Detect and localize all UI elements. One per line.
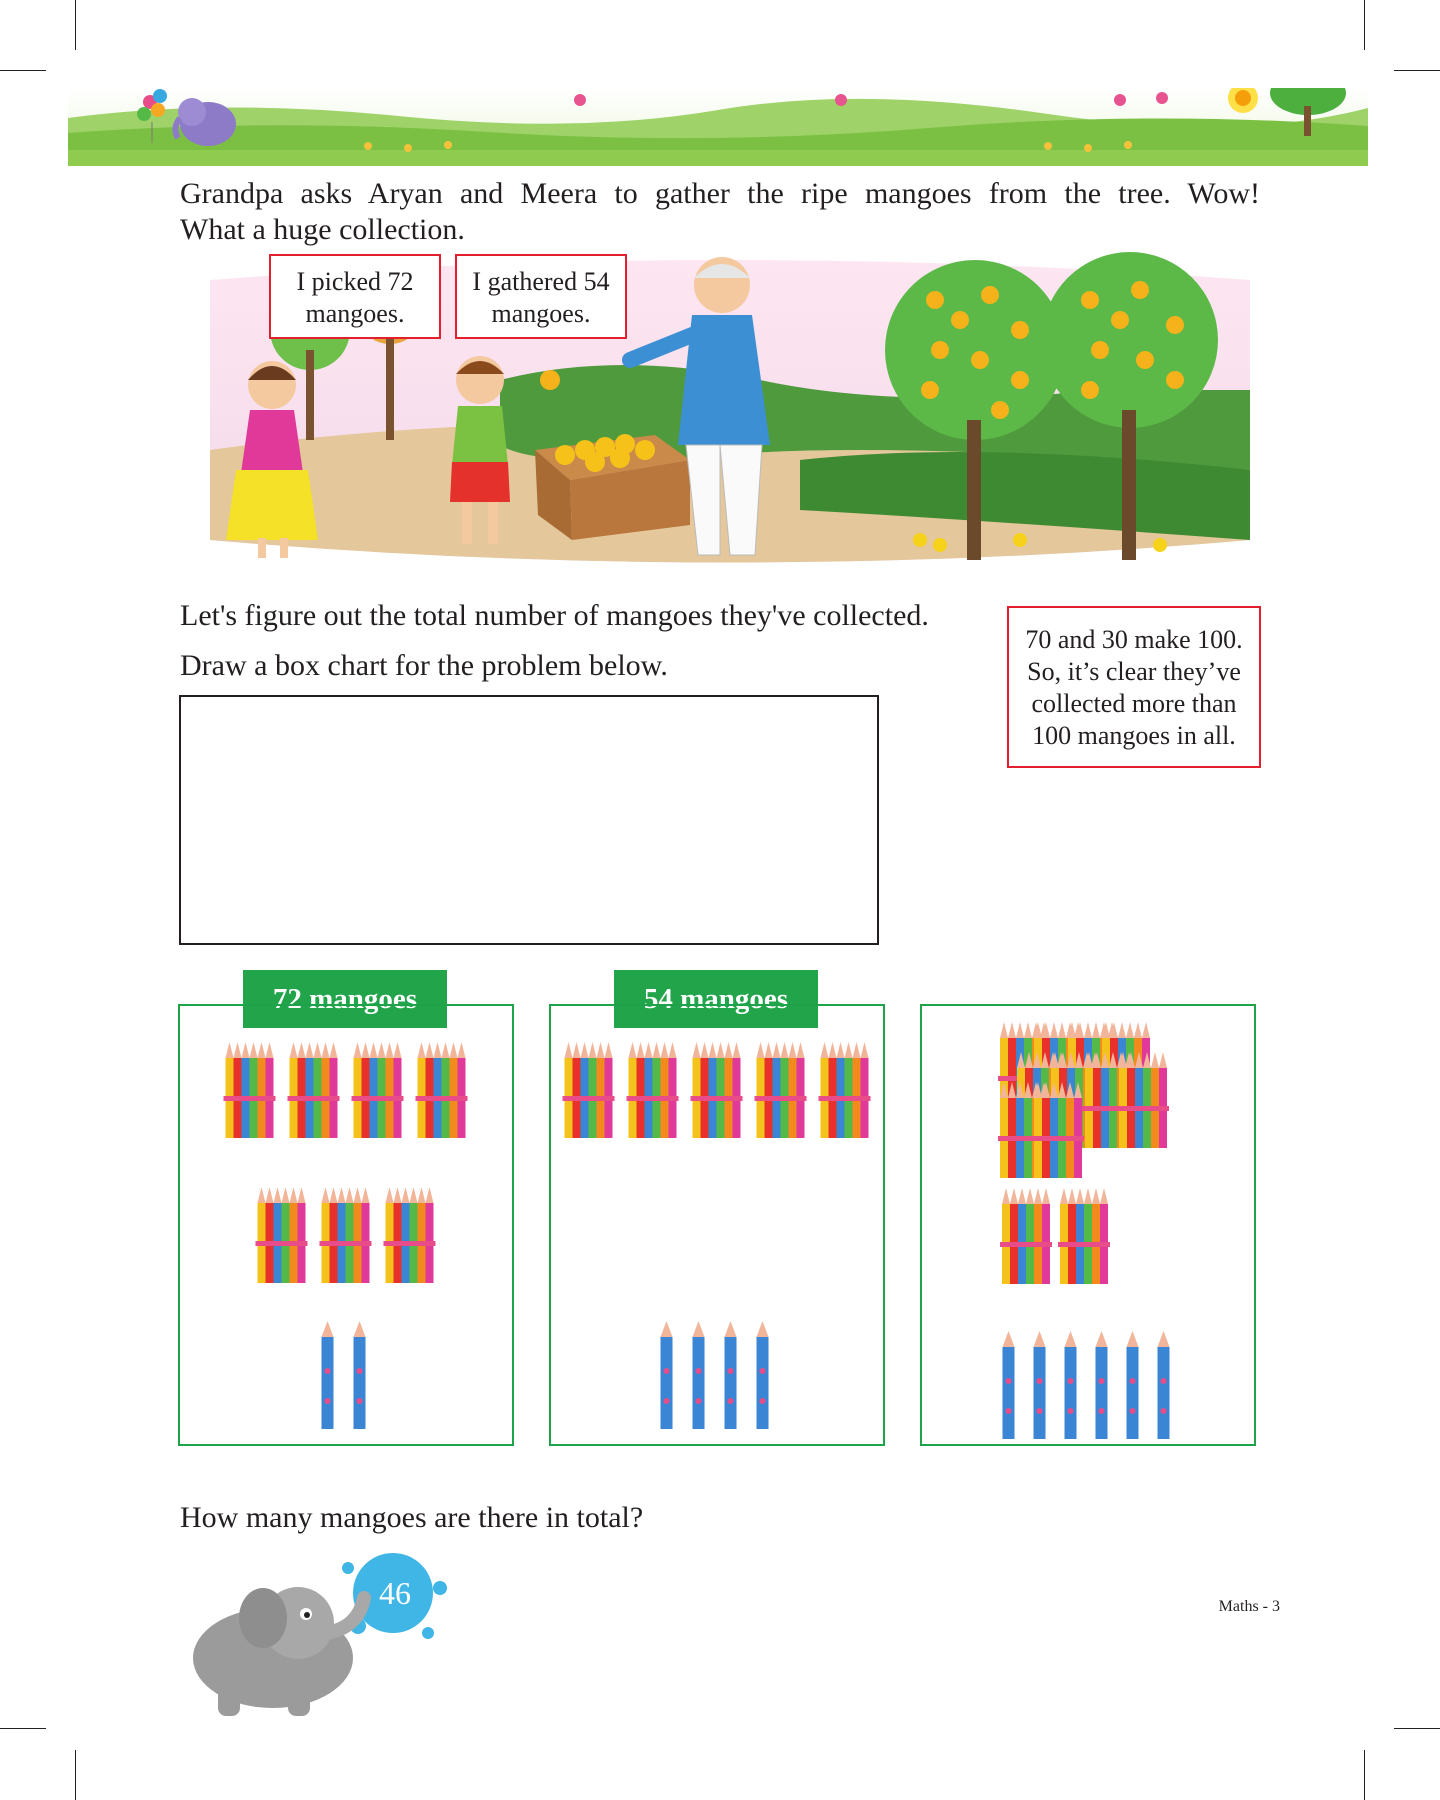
pencil-bundle-ten bbox=[755, 1042, 807, 1138]
pencil-single-one bbox=[661, 1321, 673, 1429]
elephant-icon bbox=[193, 1587, 364, 1716]
crop-mark bbox=[1394, 1728, 1440, 1729]
pencil-panel-total bbox=[920, 1004, 1256, 1446]
pencil-bundle-ten bbox=[1000, 1188, 1052, 1284]
pencil-bundle-ten bbox=[352, 1042, 404, 1138]
intro-paragraph bbox=[180, 176, 1260, 248]
speech-line: I picked 72 bbox=[296, 267, 414, 296]
pencil-single-one bbox=[354, 1321, 366, 1429]
pencil-bundle-ten bbox=[256, 1187, 308, 1283]
pencil-bundle-ten bbox=[691, 1042, 743, 1138]
panel-label: 54 mangoes bbox=[614, 970, 818, 1028]
pencil-bundle-ten bbox=[627, 1042, 679, 1138]
pencil-bundle-ten bbox=[819, 1042, 871, 1138]
crop-mark bbox=[0, 70, 46, 71]
pencil-bundle-ten bbox=[224, 1042, 276, 1138]
crop-mark bbox=[1394, 70, 1440, 71]
header-banner bbox=[68, 88, 1368, 166]
prompt-draw: Draw a box chart for the problem below. bbox=[180, 649, 668, 682]
box-chart-drawing-area[interactable] bbox=[179, 695, 879, 945]
pencil-single-one bbox=[1034, 1331, 1046, 1439]
crop-mark bbox=[0, 1728, 46, 1729]
pencil-single-one bbox=[1003, 1331, 1015, 1439]
book-label: Maths - 3 bbox=[1218, 1598, 1280, 1615]
speech-box-aryan bbox=[455, 254, 627, 339]
pencil-bundle-ten bbox=[320, 1187, 372, 1283]
pencil-single-one bbox=[693, 1321, 705, 1429]
pencil-bundle-ten bbox=[1058, 1188, 1110, 1284]
crop-mark bbox=[1364, 1750, 1365, 1800]
pencil-bundle-ten bbox=[384, 1187, 436, 1283]
intro-line: Grandpa asks Aryan and Meera to gather the ripe mangoes from the tree. Wow! bbox=[180, 177, 1260, 210]
page-number: 46 bbox=[379, 1575, 411, 1611]
speech-line: mangoes. bbox=[491, 299, 591, 328]
pencil-single-one bbox=[725, 1321, 737, 1429]
crop-mark bbox=[75, 1750, 76, 1800]
pencil-bundle-ten bbox=[416, 1042, 468, 1138]
intro-line: What a huge collection. bbox=[180, 213, 465, 246]
mango-box bbox=[535, 434, 690, 540]
pencil-bundle-ten bbox=[288, 1042, 340, 1138]
pencil-single-one bbox=[1096, 1331, 1108, 1439]
pencil-single-one bbox=[1158, 1331, 1170, 1439]
crop-mark bbox=[75, 0, 76, 50]
pencil-single-one bbox=[1127, 1331, 1139, 1439]
hint-line: 70 and 30 make 100. bbox=[1025, 625, 1243, 654]
hint-line: 100 mangoes in all. bbox=[1032, 721, 1236, 750]
pencil-bundle-ten bbox=[563, 1042, 615, 1138]
speech-line: I gathered 54 bbox=[472, 267, 610, 296]
pencil-single-one bbox=[757, 1321, 769, 1429]
prompt-total: Let's figure out the total number of mangoes they've collected. bbox=[180, 599, 929, 632]
question-total: How many mangoes are there in total? bbox=[180, 1501, 644, 1534]
pencil-panel-54 bbox=[549, 1004, 885, 1446]
pencil-panel-72 bbox=[178, 1004, 514, 1446]
hint-line: collected more than bbox=[1031, 689, 1237, 718]
hint-line: So, it’s clear they’ve bbox=[1027, 657, 1241, 686]
crop-mark bbox=[1364, 0, 1365, 50]
speech-line: mangoes. bbox=[305, 299, 405, 328]
panel-label: 72 mangoes bbox=[243, 970, 447, 1028]
pencil-single-one bbox=[1065, 1331, 1077, 1439]
hint-box bbox=[1007, 606, 1261, 768]
pencil-single-one bbox=[322, 1321, 334, 1429]
speech-box-meera bbox=[269, 254, 441, 339]
